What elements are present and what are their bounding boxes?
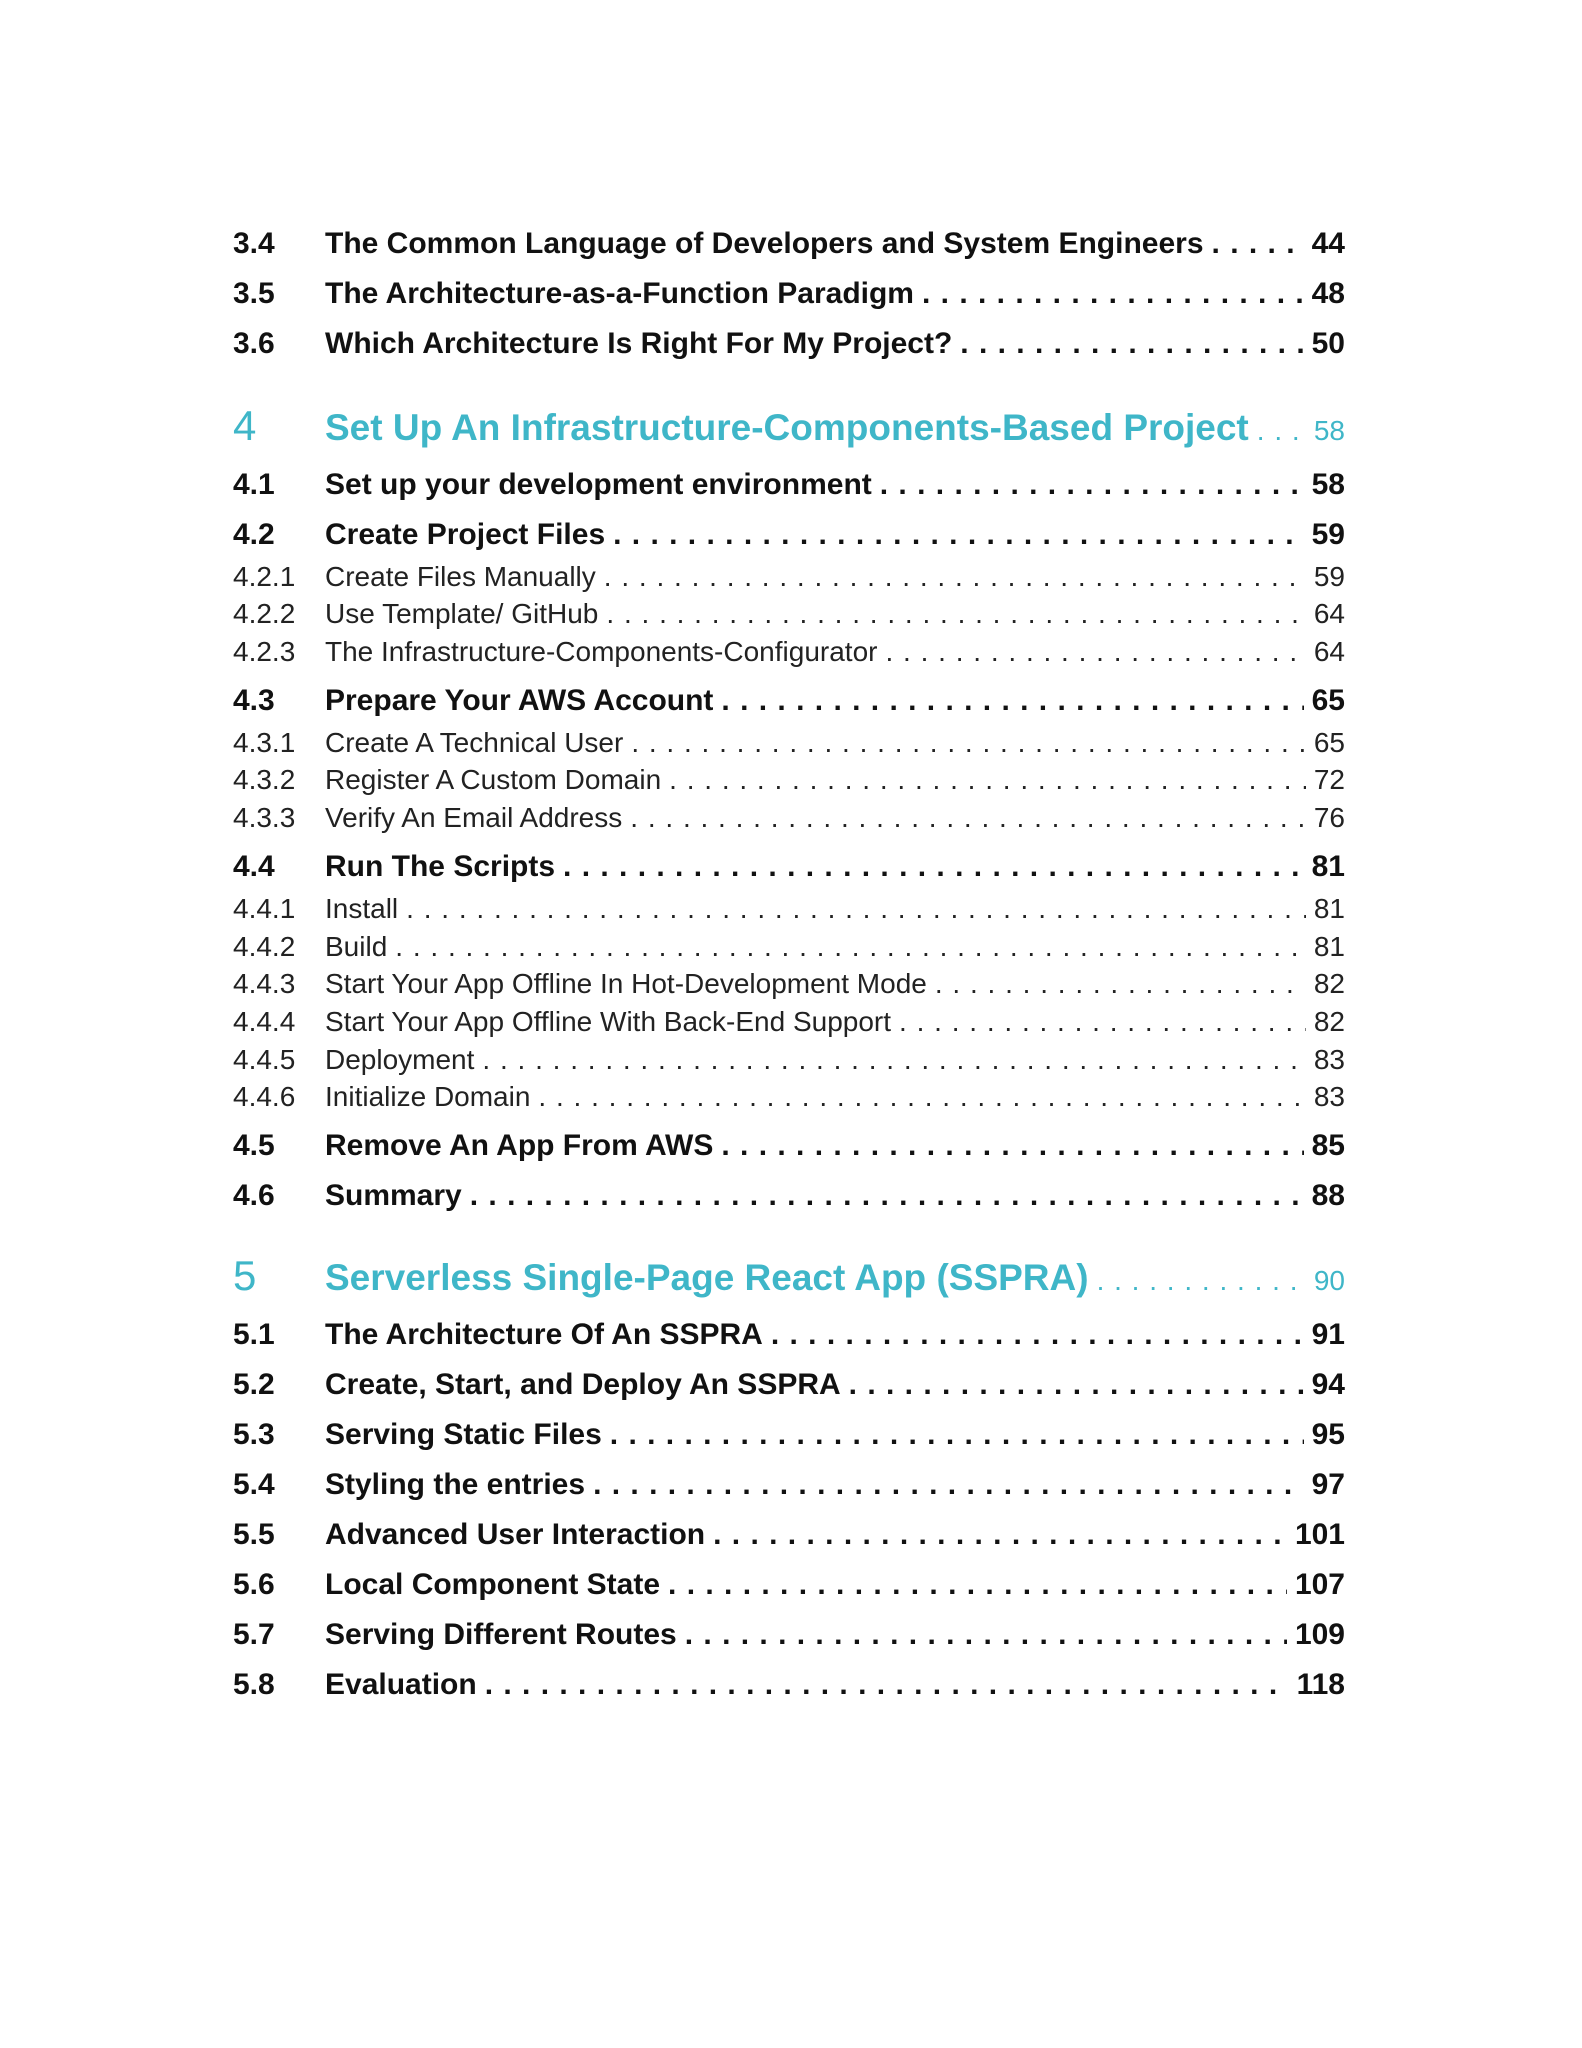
section-number: 5.8 xyxy=(233,1668,275,1701)
toc-entry-4-3[interactable] xyxy=(233,684,1345,718)
section-title: Set up your development environment xyxy=(325,468,872,501)
section-title: Serving Static Files xyxy=(325,1418,602,1451)
subsection-title: Install xyxy=(325,893,399,924)
toc-entry-4-2-3[interactable] xyxy=(233,636,1345,668)
toc-entry-5-7[interactable] xyxy=(233,1618,1345,1652)
dot-leader xyxy=(538,1081,1305,1113)
page-number: 101 xyxy=(1294,1518,1345,1551)
section-number: 3.5 xyxy=(233,277,275,310)
page-number: 81 xyxy=(1313,893,1345,924)
page-number: 107 xyxy=(1294,1568,1345,1601)
page-number: 81 xyxy=(1311,850,1345,883)
subsection-number: 4.3.3 xyxy=(233,802,296,833)
toc-entry-5-4[interactable] xyxy=(233,1468,1345,1502)
dot-leader xyxy=(685,1618,1287,1652)
dot-leader xyxy=(885,636,1305,668)
page-number: 50 xyxy=(1311,327,1345,360)
dot-leader xyxy=(630,802,1306,834)
dot-leader xyxy=(593,1468,1304,1502)
toc-entry-5-5[interactable] xyxy=(233,1518,1345,1552)
section-title: Create, Start, and Deploy An SSPRA xyxy=(325,1368,841,1401)
page-number: 95 xyxy=(1311,1418,1345,1451)
dot-leader xyxy=(606,598,1305,630)
subsection-title: Register A Custom Domain xyxy=(325,764,662,795)
section-title: Local Component State xyxy=(325,1568,661,1601)
section-title: Run The Scripts xyxy=(325,850,556,883)
dot-leader xyxy=(1257,415,1306,447)
page-number: 64 xyxy=(1313,636,1345,667)
subsection-number: 4.4.1 xyxy=(233,893,296,924)
subsection-number: 4.2.1 xyxy=(233,561,296,592)
section-number: 4.6 xyxy=(233,1179,275,1212)
toc-entry-4-3-2[interactable] xyxy=(233,764,1345,796)
toc-entry-4-2-2[interactable] xyxy=(233,598,1345,630)
subsection-title: Build xyxy=(325,931,388,962)
subsection-title: Verify An Email Address xyxy=(325,802,623,833)
page-number: 88 xyxy=(1311,1179,1345,1212)
section-number: 3.6 xyxy=(233,327,275,360)
dot-leader xyxy=(880,468,1304,502)
page-number: 58 xyxy=(1313,415,1345,446)
dot-leader xyxy=(395,931,1306,963)
toc-entry-3-6[interactable] xyxy=(233,327,1345,361)
dot-leader xyxy=(604,561,1306,593)
subsection-number: 4.4.5 xyxy=(233,1044,296,1075)
section-title: Advanced User Interaction xyxy=(325,1518,706,1551)
subsection-title: Initialize Domain xyxy=(325,1081,531,1112)
dot-leader xyxy=(922,277,1304,311)
page-number: 94 xyxy=(1311,1368,1345,1401)
page-number: 83 xyxy=(1313,1081,1345,1112)
subsection-number: 4.3.1 xyxy=(233,727,296,758)
dot-leader xyxy=(610,1418,1304,1452)
toc-entry-4-4-5[interactable] xyxy=(233,1044,1345,1076)
section-number: 4.4 xyxy=(233,850,275,883)
section-title: Which Architecture Is Right For My Project? xyxy=(325,327,953,360)
toc-entry-4-3-1[interactable] xyxy=(233,727,1345,759)
page-number: 83 xyxy=(1313,1044,1345,1075)
toc-entry-4-5[interactable] xyxy=(233,1129,1345,1163)
section-number: 5.3 xyxy=(233,1418,275,1451)
subsection-number: 4.4.3 xyxy=(233,968,296,999)
subsection-number: 4.4.4 xyxy=(233,1006,296,1037)
page-number: 76 xyxy=(1313,802,1345,833)
subsection-title: Start Your App Offline In Hot-Development Mode xyxy=(325,968,927,999)
dot-leader xyxy=(470,1179,1304,1213)
subsection-number: 4.2.2 xyxy=(233,598,296,629)
page-number: 59 xyxy=(1313,561,1345,592)
toc-entry-4-4-2[interactable] xyxy=(233,931,1345,963)
toc-entry-4-6[interactable] xyxy=(233,1179,1345,1213)
page-number: 82 xyxy=(1313,968,1345,999)
page-number: 85 xyxy=(1311,1129,1345,1162)
toc-entry-5-6[interactable] xyxy=(233,1568,1345,1602)
section-title: Prepare Your AWS Account xyxy=(325,684,714,717)
dot-leader xyxy=(721,1129,1303,1163)
chapter-title: Set Up An Infrastructure-Components-Based Project xyxy=(325,407,1249,448)
dot-leader xyxy=(669,764,1306,796)
dot-leader xyxy=(406,893,1306,925)
section-title: Evaluation xyxy=(325,1668,477,1701)
dot-leader xyxy=(935,968,1306,1000)
page-number: 44 xyxy=(1311,227,1345,260)
toc-entry-4-2[interactable] xyxy=(233,518,1345,552)
dot-leader xyxy=(899,1006,1306,1038)
dot-leader xyxy=(1212,227,1304,261)
section-number: 5.4 xyxy=(233,1468,275,1501)
page-number: 64 xyxy=(1313,598,1345,629)
page-number: 65 xyxy=(1311,684,1345,717)
page-number: 97 xyxy=(1311,1468,1345,1501)
toc-entry-5-1[interactable] xyxy=(233,1318,1345,1352)
page-number: 59 xyxy=(1311,518,1345,551)
toc-entry-4-4-6[interactable] xyxy=(233,1081,1345,1113)
section-title: Styling the entries xyxy=(325,1468,586,1501)
toc-entry-3-4[interactable] xyxy=(233,227,1345,261)
page-number: 81 xyxy=(1313,931,1345,962)
dot-leader xyxy=(849,1368,1304,1402)
page-number: 65 xyxy=(1313,727,1345,758)
toc-chapter-5[interactable] xyxy=(233,1252,1345,1300)
section-number: 5.7 xyxy=(233,1618,275,1651)
toc-entry-4-4[interactable] xyxy=(233,850,1345,884)
page-number: 48 xyxy=(1311,277,1345,310)
chapter-title: Serverless Single-Page React App (SSPRA) xyxy=(325,1257,1089,1298)
dot-leader xyxy=(482,1044,1305,1076)
dot-leader xyxy=(1097,1265,1306,1297)
page-number: 82 xyxy=(1313,1006,1345,1037)
section-title: Summary xyxy=(325,1179,462,1212)
section-number: 3.4 xyxy=(233,227,275,260)
toc-entry-4-4-1[interactable] xyxy=(233,893,1345,925)
chapter-number: 5 xyxy=(233,1252,257,1299)
section-number: 4.3 xyxy=(233,684,275,717)
toc-entry-4-2-1[interactable] xyxy=(233,561,1345,593)
section-number: 5.2 xyxy=(233,1368,275,1401)
toc-entry-4-3-3[interactable] xyxy=(233,802,1345,834)
page-number: 58 xyxy=(1311,468,1345,501)
subsection-number: 4.3.2 xyxy=(233,764,296,795)
subsection-title: Use Template/ GitHub xyxy=(325,598,599,629)
toc-chapter-4[interactable] xyxy=(233,402,1345,450)
subsection-title: Start Your App Offline With Back-End Support xyxy=(325,1006,892,1037)
subsection-title: Create A Technical User xyxy=(325,727,624,758)
section-title: The Architecture Of An SSPRA xyxy=(325,1318,763,1351)
subsection-title: Create Files Manually xyxy=(325,561,596,592)
subsection-number: 4.4.2 xyxy=(233,931,296,962)
section-title: The Common Language of Developers and System Engineers xyxy=(325,227,1204,260)
toc-entry-4-4-3[interactable] xyxy=(233,968,1345,1000)
subsection-title: Deployment xyxy=(325,1044,475,1075)
toc-entry-5-2[interactable] xyxy=(233,1368,1345,1402)
dot-leader xyxy=(485,1668,1289,1702)
toc-entry-5-8[interactable] xyxy=(233,1668,1345,1702)
page-number: 118 xyxy=(1296,1668,1345,1701)
toc-entry-4-4-4[interactable] xyxy=(233,1006,1345,1038)
chapter-number: 4 xyxy=(233,402,257,449)
toc-entry-5-3[interactable] xyxy=(233,1418,1345,1452)
dot-leader xyxy=(960,327,1303,361)
subsection-title: The Infrastructure-Components-Configurator xyxy=(325,636,878,667)
page-number: 109 xyxy=(1294,1618,1345,1651)
section-number: 5.5 xyxy=(233,1518,275,1551)
dot-leader xyxy=(721,684,1303,718)
section-title: Serving Different Routes xyxy=(325,1618,677,1651)
page-number: 72 xyxy=(1313,764,1345,795)
section-title: Create Project Files xyxy=(325,518,606,551)
dot-leader xyxy=(771,1318,1304,1352)
dot-leader xyxy=(668,1568,1287,1602)
section-number: 5.6 xyxy=(233,1568,275,1601)
section-number: 4.5 xyxy=(233,1129,275,1162)
toc-entry-3-5[interactable] xyxy=(233,277,1345,311)
section-number: 5.1 xyxy=(233,1318,275,1351)
subsection-number: 4.4.6 xyxy=(233,1081,296,1112)
subsection-number: 4.2.3 xyxy=(233,636,296,667)
dot-leader xyxy=(631,727,1306,759)
section-number: 4.2 xyxy=(233,518,275,551)
page-number: 91 xyxy=(1311,1318,1345,1351)
section-title: The Architecture-as-a-Function Paradigm xyxy=(325,277,914,310)
toc-entry-4-1[interactable] xyxy=(233,468,1345,502)
dot-leader xyxy=(713,1518,1287,1552)
section-number: 4.1 xyxy=(233,468,275,501)
dot-leader xyxy=(563,850,1304,884)
dot-leader xyxy=(613,518,1304,552)
page-number: 90 xyxy=(1313,1265,1345,1296)
section-title: Remove An App From AWS xyxy=(325,1129,714,1162)
